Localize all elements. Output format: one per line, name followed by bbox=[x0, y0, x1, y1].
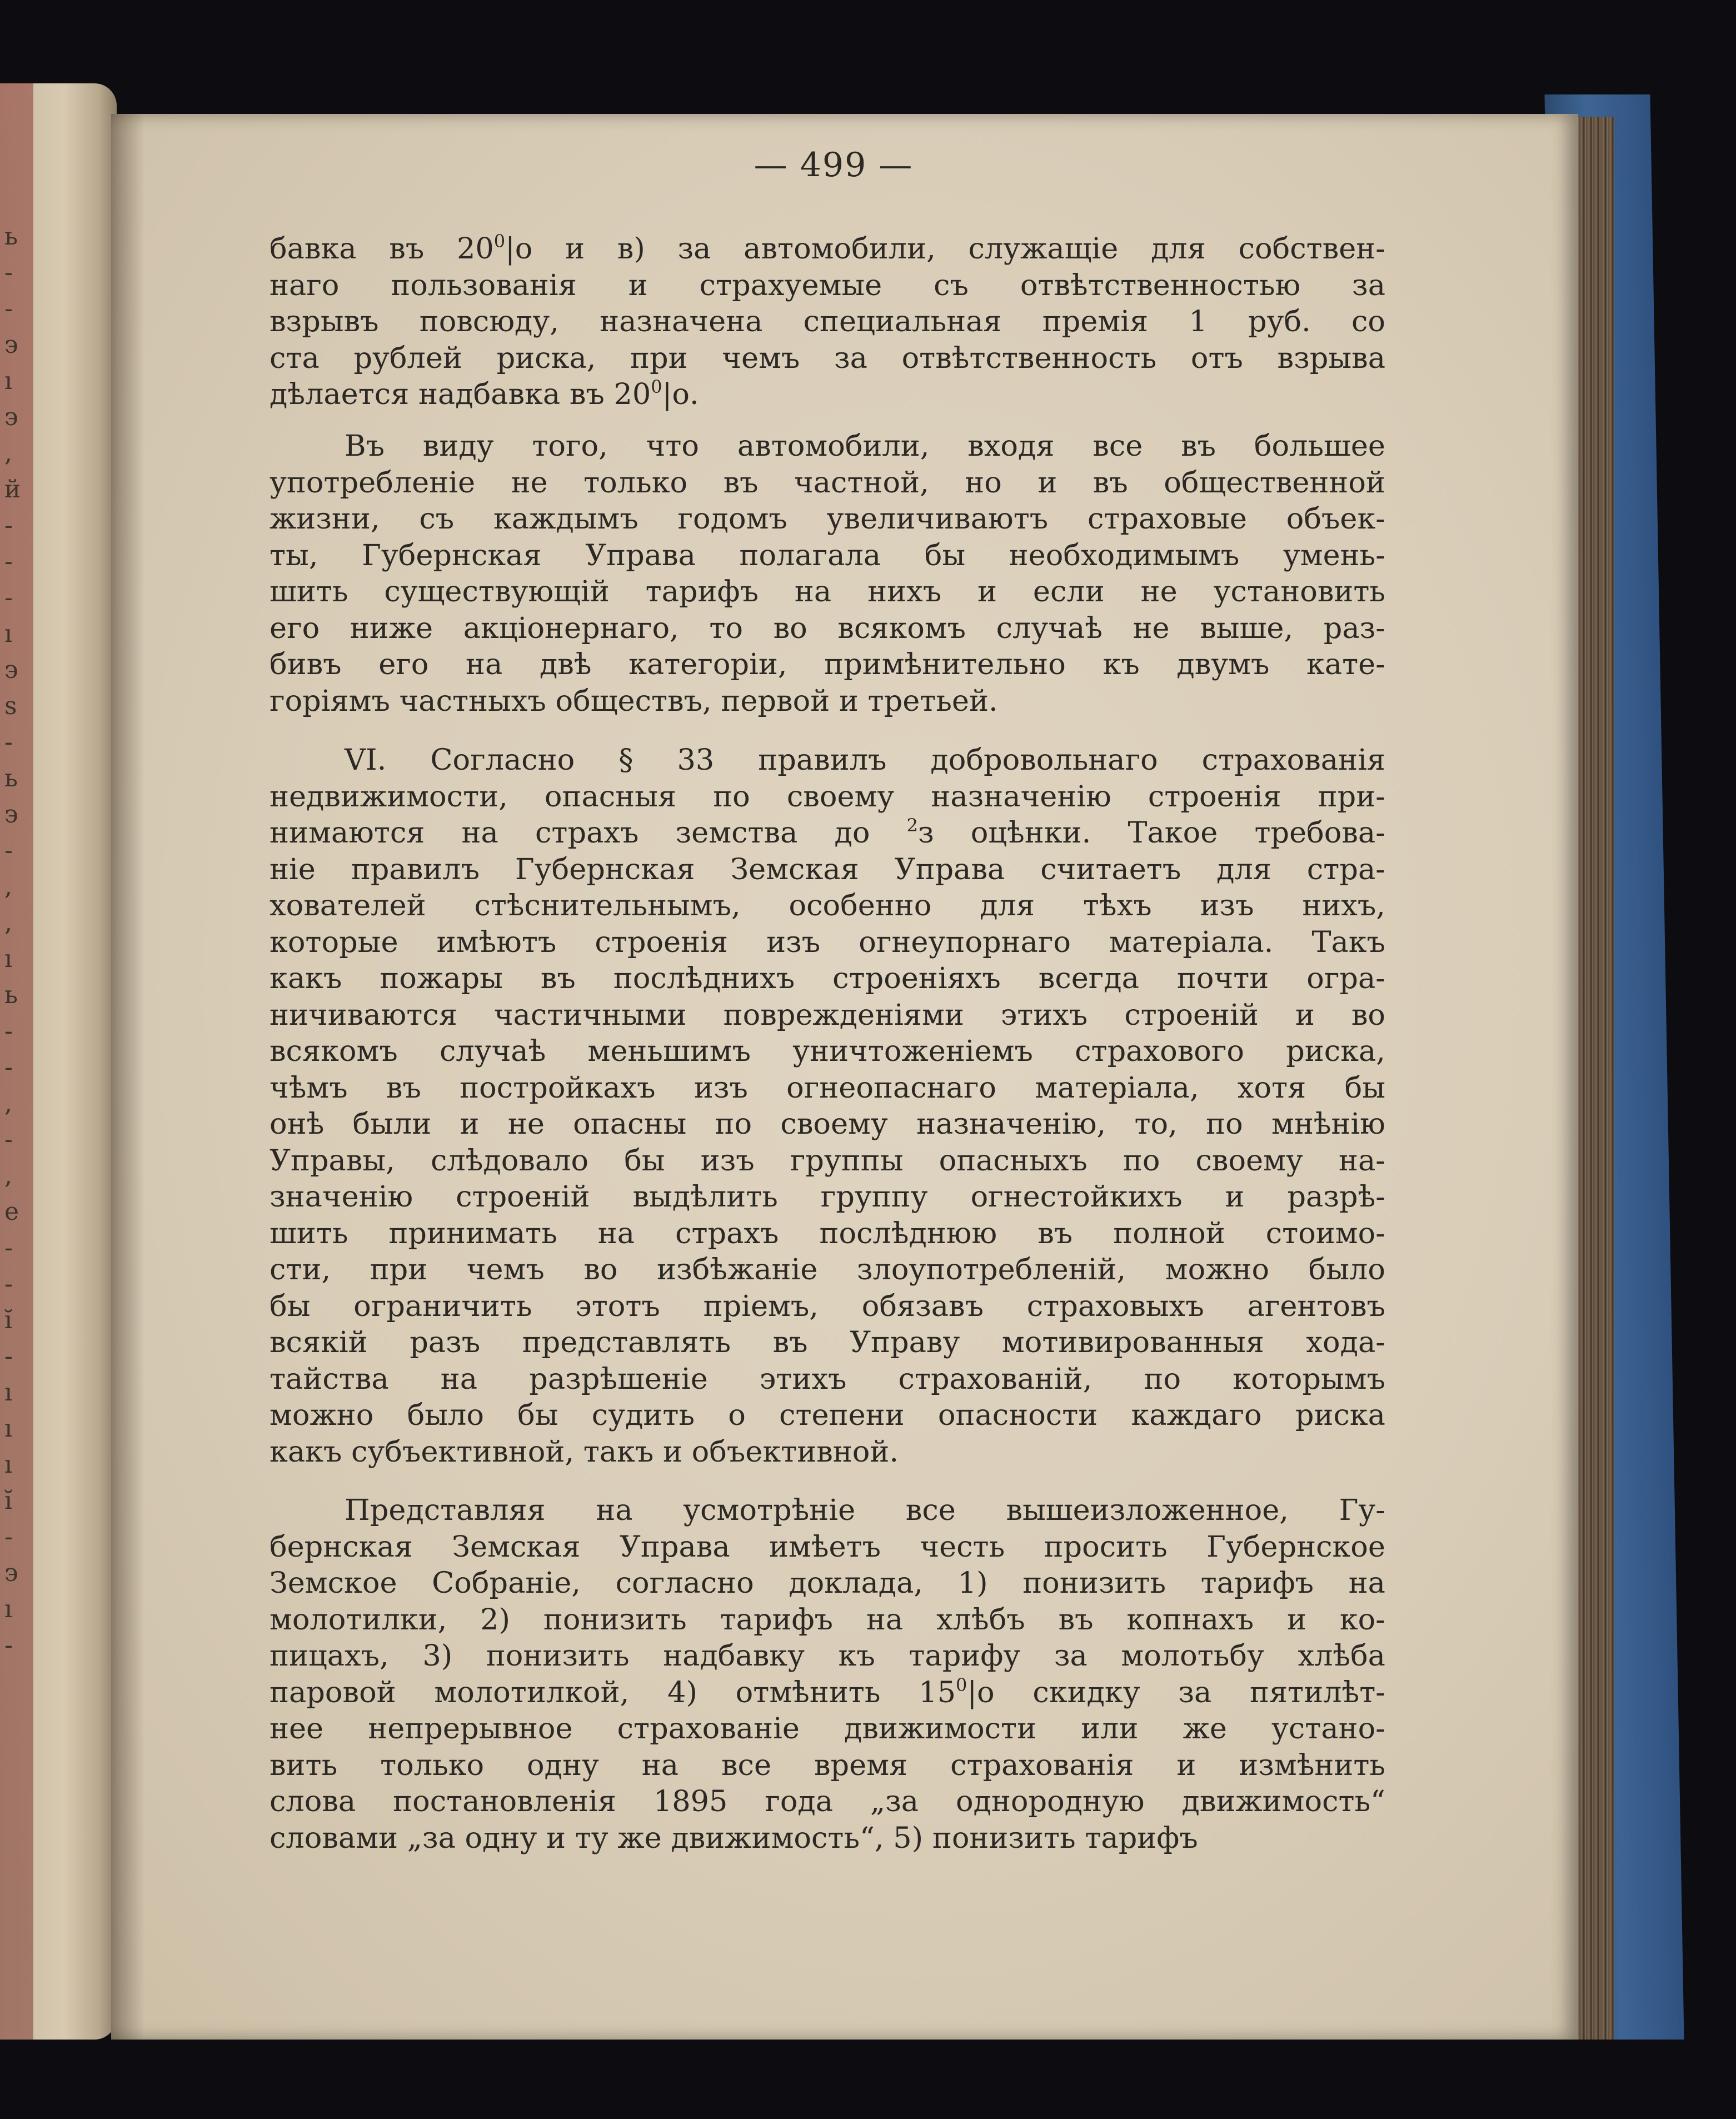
text-line bbox=[270, 1747, 1385, 1784]
text-line bbox=[345, 428, 1385, 465]
margin-glyph: - bbox=[4, 1270, 13, 1298]
text-line bbox=[270, 231, 1385, 267]
text-line bbox=[270, 924, 1385, 961]
text-line bbox=[270, 1674, 1385, 1711]
margin-glyph: е bbox=[4, 1198, 19, 1226]
text-run: можно было бы судить о степени опасности каждаго риска bbox=[270, 1398, 1385, 1432]
margin-glyph: ı bbox=[4, 1450, 13, 1479]
margin-glyph: ı bbox=[4, 1595, 13, 1623]
text-line bbox=[270, 303, 1385, 340]
text-line bbox=[270, 1143, 1385, 1179]
margin-glyph: - bbox=[4, 728, 13, 756]
text-run: Земское Собраніе, согласно доклада, 1) понизить тарифъ на bbox=[270, 1566, 1385, 1600]
text-run: хователей стѣснительнымъ, особенно для тѣхъ изъ нихъ, bbox=[270, 889, 1385, 923]
text-line bbox=[270, 1638, 1385, 1674]
margin-glyph: э bbox=[4, 403, 18, 431]
text-run: которые имѣютъ строенія изъ огнеупорнаго матеріала. Такъ bbox=[270, 925, 1385, 959]
text-run: ты, Губернская Управа полагала бы необходимымъ умень- bbox=[270, 538, 1385, 572]
text-line bbox=[345, 742, 1385, 779]
text-run: ничиваются частичными поврежденіями этихъ строеній и во bbox=[270, 998, 1385, 1032]
margin-glyph: ĭ bbox=[4, 1487, 13, 1515]
text-run: VI. Согласно § 33 правилъ добровольнаго страхованія bbox=[345, 743, 1385, 777]
text-run: нее непрерывное страхованіе движимости или же устано- bbox=[270, 1712, 1385, 1746]
text-run: |о и в) за автомобили, служащіе для собствен- bbox=[505, 232, 1385, 266]
text-run: дѣлается надбавка въ 20 bbox=[270, 377, 651, 411]
text-line bbox=[270, 1565, 1385, 1602]
text-run: слова постановленія 1895 года „за однородную движимость“ bbox=[270, 1784, 1385, 1818]
text-line bbox=[270, 1529, 1385, 1565]
page-number: — 499 — bbox=[754, 146, 914, 185]
margin-glyph: ı bbox=[4, 1414, 13, 1443]
text-line bbox=[270, 1783, 1385, 1820]
margin-glyph: э bbox=[4, 800, 18, 829]
text-run: пицахъ, 3) понизить надбавку къ тарифу за молотьбу хлѣба bbox=[270, 1639, 1385, 1673]
margin-glyph: ь bbox=[4, 222, 18, 251]
text-run: горіямъ частныхъ обществъ, первой и третьей. bbox=[270, 684, 998, 718]
text-line bbox=[270, 1215, 1385, 1252]
text-run: всякомъ случаѣ меньшимъ уничтоженіемъ страхового риска, bbox=[270, 1034, 1385, 1068]
text-line bbox=[270, 1288, 1385, 1325]
superscript: 2 bbox=[906, 815, 918, 836]
text-line bbox=[270, 537, 1385, 574]
text-line bbox=[270, 501, 1385, 537]
text-run: всякій разъ представлять въ Управу мотивированныя хода- bbox=[270, 1325, 1385, 1359]
margin-glyph: - bbox=[4, 295, 13, 323]
text-line bbox=[270, 1252, 1385, 1288]
text-run: |о скидку за пятилѣт- bbox=[967, 1675, 1385, 1709]
margin-glyph: - bbox=[4, 1017, 13, 1045]
margin-glyph: ı bbox=[4, 1378, 13, 1407]
text-line bbox=[270, 960, 1385, 997]
margin-glyph: , bbox=[4, 909, 12, 937]
margin-glyph: ĭ bbox=[4, 1306, 13, 1334]
superscript: 0 bbox=[493, 231, 506, 252]
margin-glyph: - bbox=[4, 1342, 13, 1370]
text-line bbox=[270, 779, 1385, 815]
text-line bbox=[270, 1820, 1385, 1857]
text-line bbox=[270, 376, 1385, 413]
text-run: шить существующій тарифъ на нихъ и если не установить bbox=[270, 575, 1385, 609]
text-line bbox=[270, 815, 1385, 851]
text-line bbox=[270, 1361, 1385, 1398]
margin-glyph: , bbox=[4, 439, 12, 467]
text-run: бы ограничить этотъ пріемъ, обязавъ страховыхъ агентовъ bbox=[270, 1289, 1385, 1323]
text-line bbox=[270, 851, 1385, 888]
text-run: Представляя на усмотрѣніе все вышеизложенное, Гу- bbox=[345, 1493, 1385, 1527]
text-run: тайства на разрѣшеніе этихъ страхованій, по которымъ bbox=[270, 1362, 1385, 1396]
text-line bbox=[270, 1324, 1385, 1361]
text-run: сти, при чемъ во избѣжаніе злоупотребленій, можно было bbox=[270, 1253, 1385, 1287]
margin-glyph: ı bbox=[4, 945, 13, 973]
text-line bbox=[270, 1602, 1385, 1638]
text-run: чѣмъ въ постройкахъ изъ огнеопаснаго матеріала, хотя бы bbox=[270, 1070, 1385, 1105]
text-run: какъ субъективной, такъ и объективной. bbox=[270, 1434, 899, 1469]
margin-glyph: - bbox=[4, 1053, 13, 1081]
text-run: бавка въ 20 bbox=[270, 232, 494, 266]
margin-glyph: s bbox=[4, 692, 17, 720]
margin-glyph: , bbox=[4, 1089, 12, 1118]
text-run: бивъ его на двѣ категоріи, примѣнительно къ двумъ кате- bbox=[270, 647, 1385, 681]
text-run: шить принимать на страхъ послѣднюю въ полной стоимо- bbox=[270, 1216, 1385, 1250]
text-line bbox=[270, 888, 1385, 924]
superscript: 0 bbox=[651, 376, 662, 397]
text-run: словами „за одну и ту же движимость“, 5) понизить тарифъ bbox=[270, 1821, 1198, 1855]
text-run: |о. bbox=[662, 377, 699, 411]
margin-glyph: - bbox=[4, 258, 13, 287]
text-line bbox=[270, 1106, 1385, 1143]
text-line bbox=[270, 574, 1385, 610]
margin-glyph: ı bbox=[4, 620, 13, 648]
text-run: взрывъ повсюду, назначена специальная премія 1 руб. со bbox=[270, 305, 1385, 338]
text-run: ніе правилъ Губернская Земская Управа считаетъ для стра- bbox=[270, 852, 1385, 886]
text-line bbox=[345, 1492, 1385, 1529]
text-run: значенію строеній выдѣлить группу огнестойкихъ и разрѣ- bbox=[270, 1180, 1385, 1214]
text-run: какъ пожары въ послѣднихъ строеніяхъ всегда почти огра- bbox=[270, 961, 1385, 995]
margin-glyph: - bbox=[4, 1125, 13, 1154]
text-line bbox=[270, 465, 1385, 501]
superscript: 0 bbox=[955, 1674, 967, 1696]
text-line bbox=[270, 1070, 1385, 1106]
text-run: з оцѣнки. Такое требова- bbox=[918, 816, 1385, 850]
margin-glyph: э bbox=[4, 1559, 18, 1587]
text-line bbox=[270, 683, 1385, 720]
text-line bbox=[270, 610, 1385, 647]
text-run: бернская Земская Управа имѣетъ честь просить Губернское bbox=[270, 1529, 1385, 1564]
margin-glyph: э bbox=[4, 656, 18, 684]
margin-glyph: - bbox=[4, 584, 13, 612]
text-run: наго пользованія и страхуемые съ отвѣтственностью за bbox=[270, 268, 1385, 302]
text-line bbox=[270, 1033, 1385, 1070]
margin-glyph: - bbox=[4, 1523, 13, 1551]
text-run: паровой молотилкой, 4) отмѣнить 15 bbox=[270, 1675, 956, 1709]
margin-glyph: й bbox=[4, 475, 21, 503]
text-line bbox=[270, 1434, 1385, 1470]
margin-glyph: , bbox=[4, 1161, 12, 1190]
text-run: молотилки, 2) понизить тарифъ на хлѣбъ въ копнахъ и ко- bbox=[270, 1602, 1385, 1637]
margin-glyph: - bbox=[4, 511, 13, 540]
text-run: Въ виду того, что автомобили, входя все въ большее bbox=[345, 429, 1385, 463]
margin-glyph: - bbox=[4, 1234, 13, 1262]
text-run: нимаются на страхъ земства до bbox=[270, 816, 907, 850]
text-run: Управы, слѣдовало бы изъ группы опасныхъ по своему на- bbox=[270, 1143, 1385, 1178]
margin-glyph: ь bbox=[4, 764, 18, 792]
page-gutter-shadow bbox=[111, 114, 144, 2040]
text-line bbox=[270, 1179, 1385, 1215]
text-run: его ниже акціонернаго, то во всякомъ случаѣ не выше, раз- bbox=[270, 611, 1385, 645]
text-run: вить только одну на все время страхованія и измѣнить bbox=[270, 1748, 1385, 1782]
text-run: ста рублей риска, при чемъ за отвѣтственность отъ взрыва bbox=[270, 341, 1385, 375]
margin-glyph: ь bbox=[4, 981, 18, 1009]
text-run: жизни, съ каждымъ годомъ увеличиваютъ страховые объек- bbox=[270, 502, 1385, 536]
text-line bbox=[270, 1711, 1385, 1747]
text-line bbox=[270, 997, 1385, 1034]
text-run: онѣ были и не опасны по своему назначенію, то, по мнѣнію bbox=[270, 1107, 1385, 1141]
margin-glyph: - bbox=[4, 836, 13, 865]
margin-glyph: ı bbox=[4, 367, 13, 395]
text-line bbox=[270, 267, 1385, 304]
margin-glyph: - bbox=[4, 547, 13, 576]
text-line bbox=[270, 646, 1385, 683]
text-run: недвижимости, опасныя по своему назначенію строенія при- bbox=[270, 779, 1385, 814]
text-run: употребленіе не только въ частной, но и въ общественной bbox=[270, 465, 1385, 500]
margin-glyph: , bbox=[4, 872, 12, 901]
margin-glyph: - bbox=[4, 1631, 13, 1659]
text-line bbox=[270, 1397, 1385, 1434]
text-line bbox=[270, 340, 1385, 377]
margin-glyph: э bbox=[4, 331, 18, 359]
